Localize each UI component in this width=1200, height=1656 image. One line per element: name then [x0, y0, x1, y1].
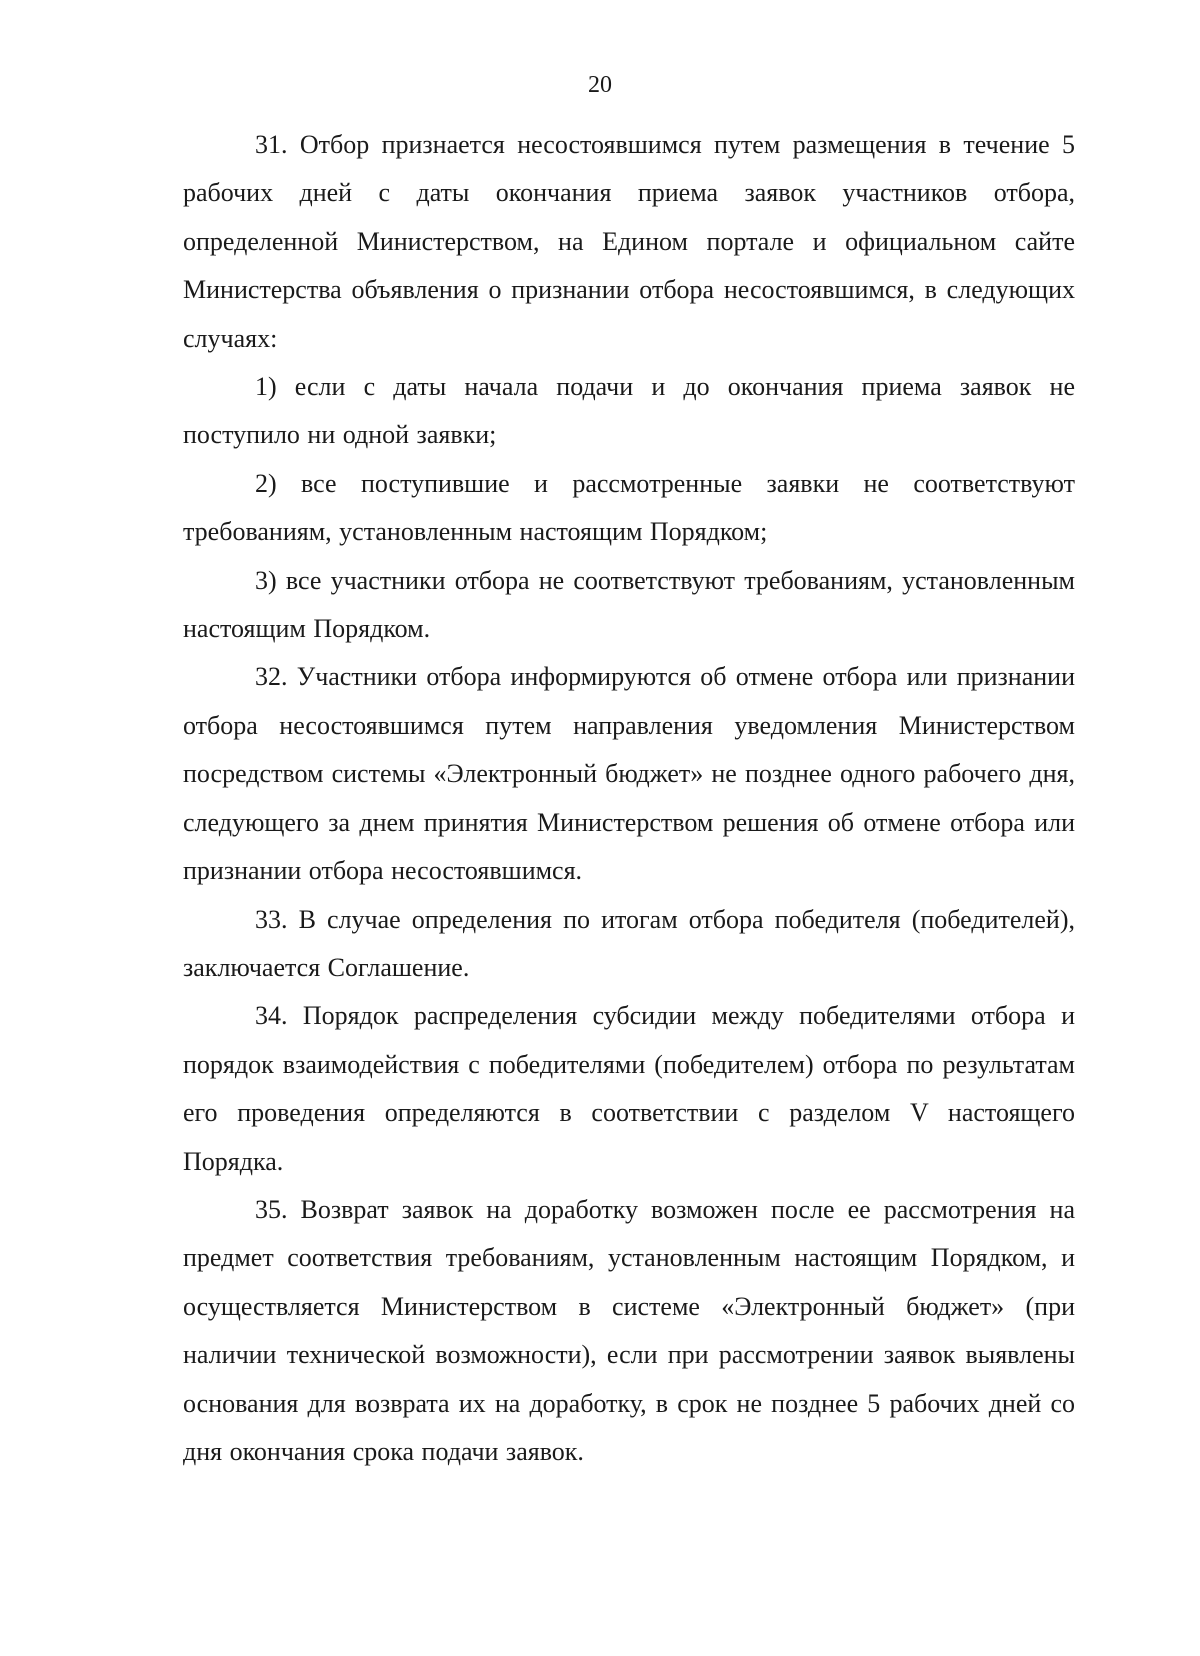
list-item-1: 1) если с даты начала подачи и до окончания приема заявок не поступило ни одной заявки;: [183, 372, 1075, 450]
list-item-3: 3) все участники отбора не соответствуют требованиям, установленным настоящим Порядком.: [183, 565, 1075, 644]
paragraph-31: 31. Отбор признается несостоявшимся путем размещения в течение 5 рабочих дней с даты окончания приема заявок участников отбора, определенной Министерством, на Едином портале и официальном сайте Министерства объявления о признании отбора несостоявшимся, в следующих случаях:: [183, 130, 1075, 353]
paragraph-34: 34. Порядок распределения субсидии между победителями отбора и порядок взаимодействия с победителями (победителем) отбора по результатам его проведения определяются в соответствии с разделом V настоящего Порядка.: [183, 1001, 1075, 1176]
document-body: [183, 121, 1075, 1476]
page-number: 20: [588, 72, 612, 98]
paragraph-33: 33. В случае определения по итогам отбора победителя (победителей), заключается Соглашение.: [183, 904, 1075, 982]
list-item-2: 2) все поступившие и рассмотренные заявки не соответствуют требованиям, установленным настоящим Порядком;: [183, 468, 1075, 547]
paragraph-32: 32. Участники отбора информируются об отмене отбора или признании отбора несостоявшимся путем направления уведомления Министерством посредством системы «Электронный бюджет» не позднее одного рабочего дня, следующего за днем принятия Министерством решения об отмене отбора или признании отбора несостоявшимся.: [183, 662, 1075, 886]
paragraph-35: 35. Возврат заявок на доработку возможен после ее рассмотрения на предмет соответствия требованиям, установленным настоящим Порядком, и осуществляется Министерством в системе «Электронный бюджет» (при наличии технической возможности), если при рассмотрении заявок выявлены основания для возврата их на доработку, в срок не позднее 5 рабочих дней со дня окончания срока подачи заявок.: [183, 1194, 1075, 1466]
